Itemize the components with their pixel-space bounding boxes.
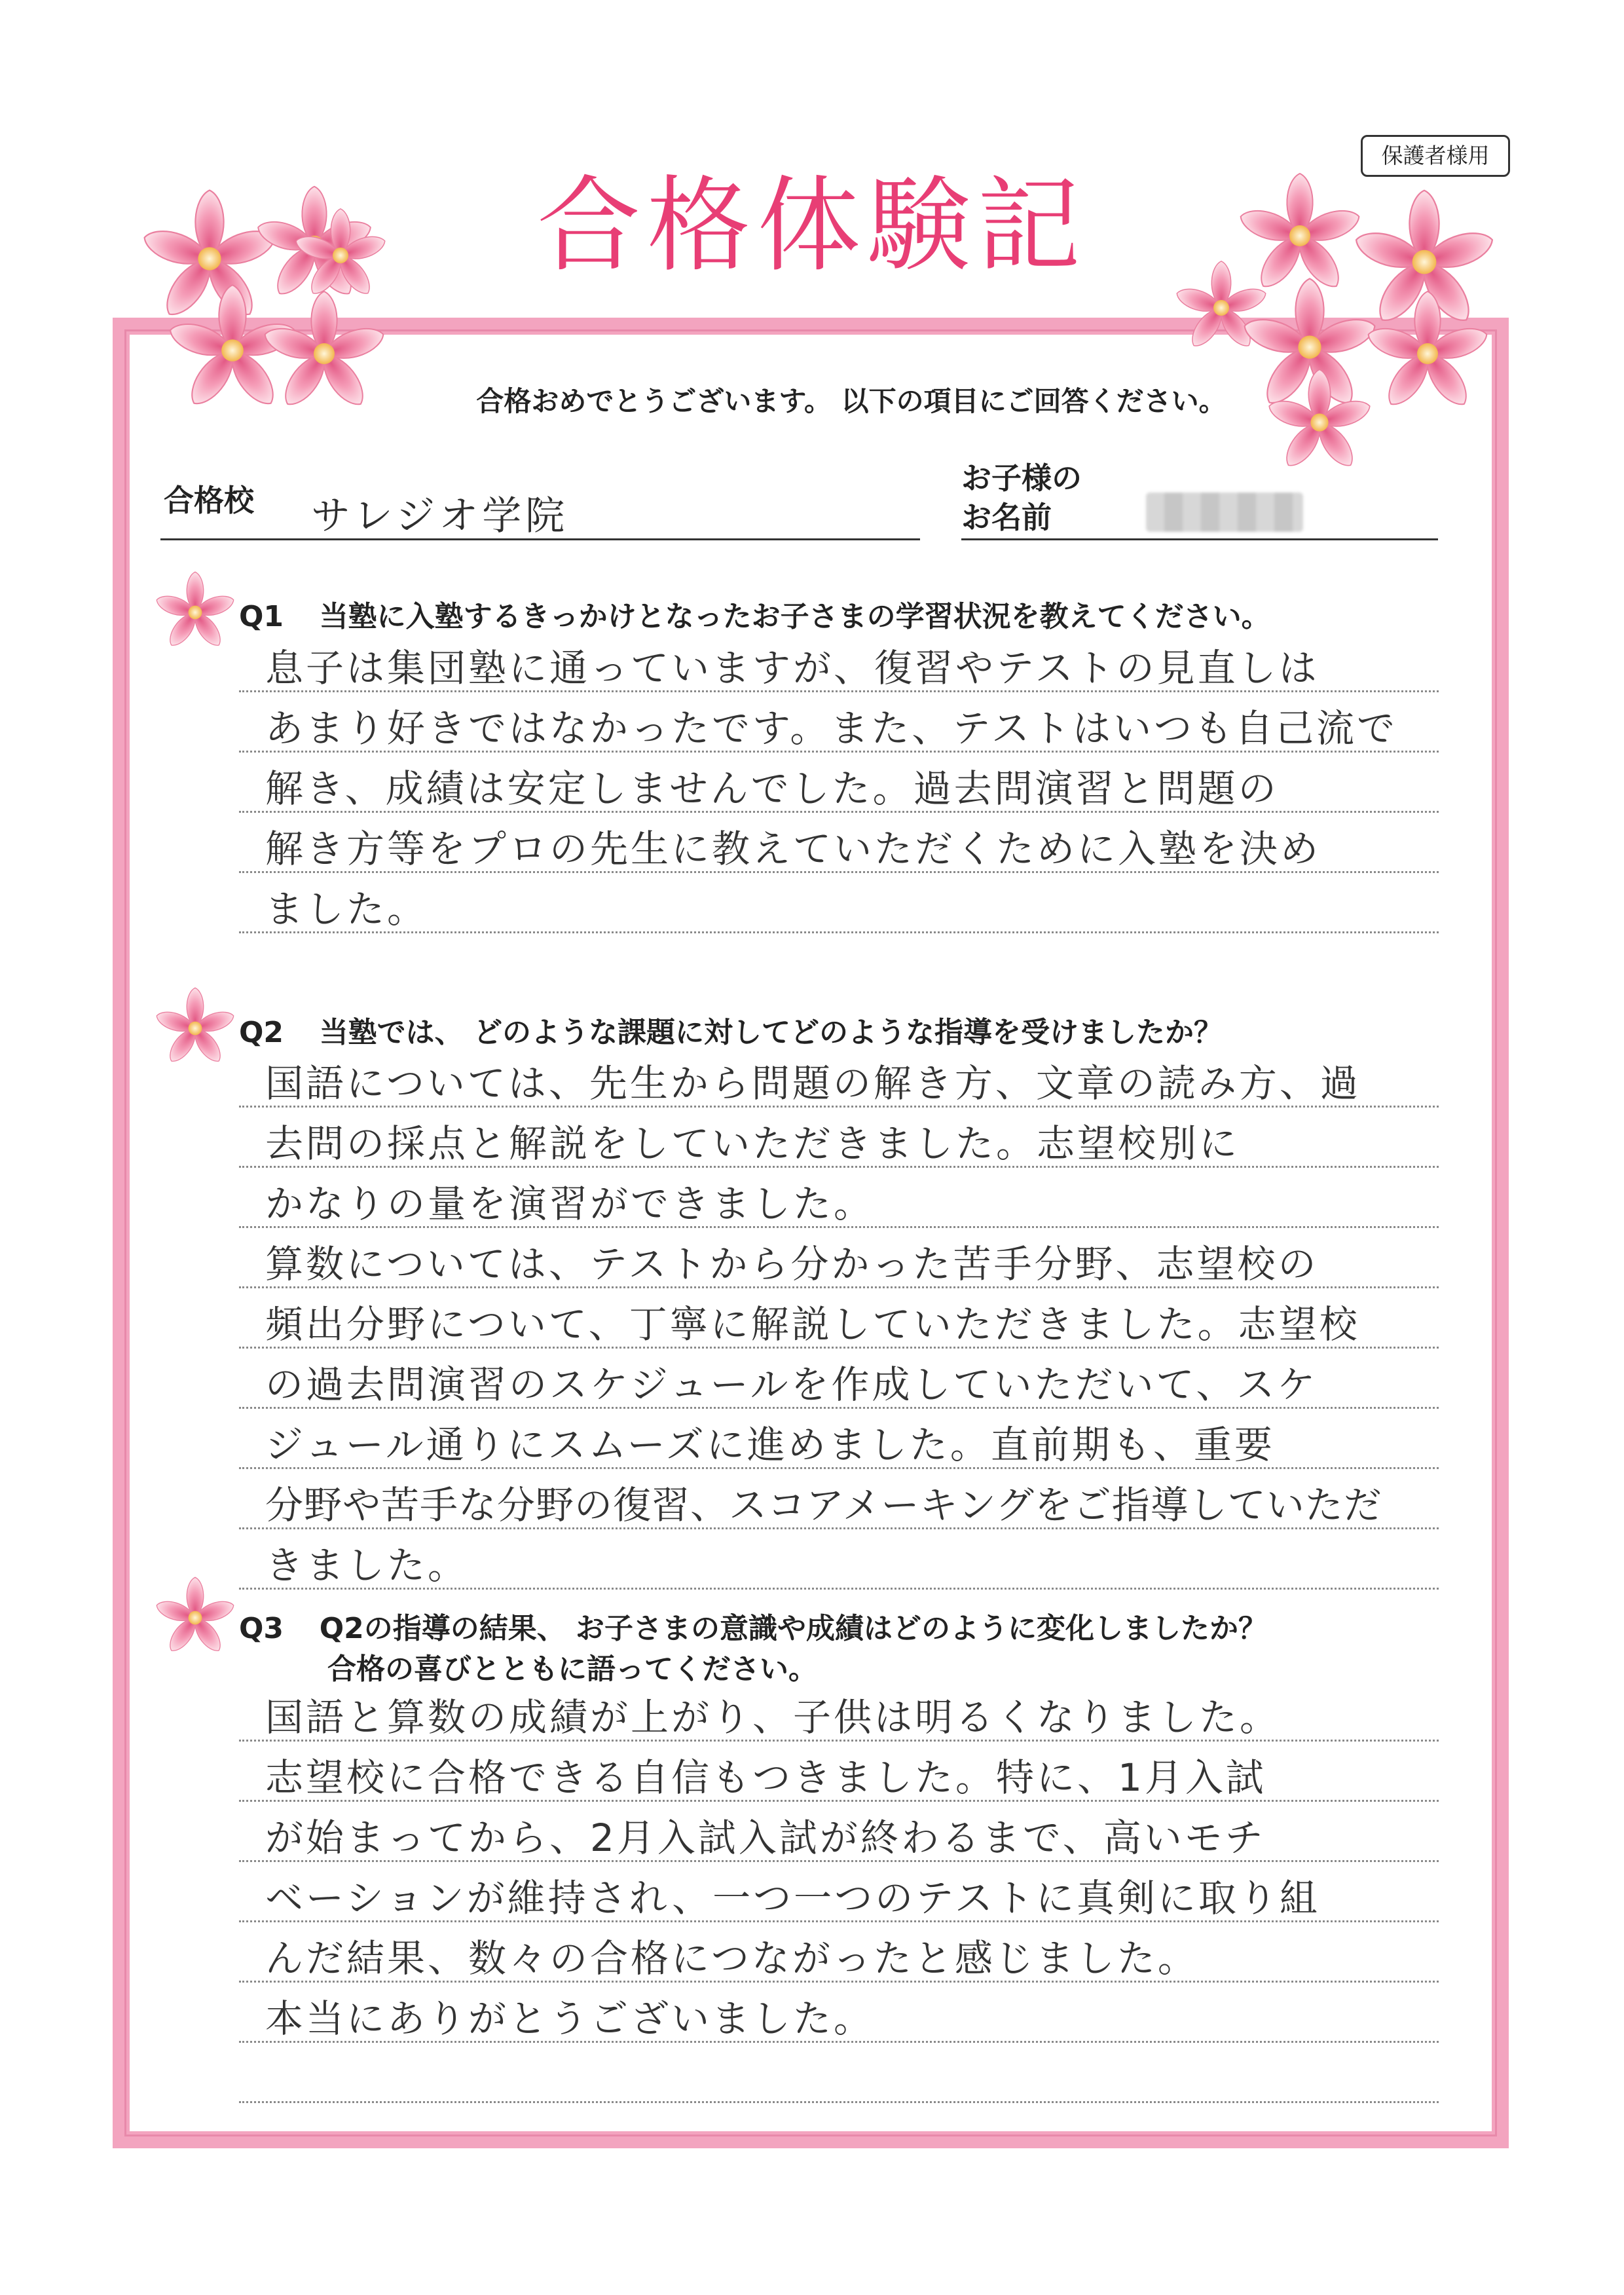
school-value: サレジオ学院 <box>311 493 569 539</box>
q3-answer-line: ベーションが維持され、一つ一つのテストに真剣に取り組 <box>265 1876 1320 1920</box>
child-name-label-line1: お子様の <box>961 460 1082 496</box>
q1-number: Q1 <box>239 600 284 633</box>
q3-answer-line: んだ結果、数々の合格につながったと感じました。 <box>265 1936 1198 1981</box>
school-label: 合格校 <box>164 483 254 518</box>
flower-icon <box>291 206 390 305</box>
q1-answer-line: あまり好きではなかったです。また、テストはいつも自己流で <box>265 706 1398 751</box>
q2-answer-line: 頻出分野について、丁寧に解説していただきました。志望校 <box>265 1302 1360 1347</box>
q2-answer-line: きました。 <box>265 1543 469 1588</box>
q3-line <box>239 2101 1439 2103</box>
flower-icon <box>153 1575 238 1660</box>
q1-heading <box>239 593 1270 635</box>
flower-icon <box>1362 288 1493 419</box>
q3-answer-line: 本当にありがとうございました。 <box>265 1996 875 2041</box>
child-name-label <box>961 458 1082 537</box>
q3-subheading: 合格の喜びとともに語ってください。 <box>327 1652 817 1686</box>
child-name-label-line2: お名前 <box>961 500 1052 535</box>
q3-number: Q3 <box>239 1612 284 1645</box>
child-name-redacted <box>1146 493 1303 532</box>
q2-answer-line: 去問の採点と解説をしていただきました。志望校別に <box>265 1121 1240 1166</box>
q3-answer-line: が始まってから、2月入試入試が終わるまで、高いモチ <box>265 1816 1266 1860</box>
child-name-underline <box>961 538 1438 540</box>
school-underline <box>160 538 920 540</box>
q3-heading <box>239 1605 1267 1647</box>
q2-answer-line: 分野や苦手な分野の復習、スコアメーキングをご指導していただ <box>265 1483 1382 1527</box>
q2-answer-line: ジュール通りにスムーズに進めました。直前期も、重要 <box>265 1423 1275 1467</box>
q2-heading <box>239 1009 1223 1051</box>
q2-answer-line: 国語については、先生から問題の解き方、文章の読み方、過 <box>265 1061 1361 1106</box>
flower-icon <box>153 986 238 1071</box>
guardian-badge: 保護者様用 <box>1361 135 1510 177</box>
page-title: 合格体験記 <box>537 166 1087 286</box>
q1-answer-line: ました。 <box>265 887 428 931</box>
flower-icon <box>259 288 390 419</box>
q3-answer-line: 国語と算数の成績が上がり、子供は明るくなりました。 <box>265 1695 1281 1740</box>
q1-answer-line: 解き方等をプロの先生に教えていただくために入塾を決め <box>265 827 1321 871</box>
q3-text: Q2の指導の結果、 お子さまの意識や成績はどのように変化しましたか？ <box>319 1612 1268 1645</box>
intro-text: 合格おめでとうございます。 以下の項目にご回答ください。 <box>476 385 1227 417</box>
q1-text: 当塾に入塾するきっかけとなったお子さまの学習状況を教えてください。 <box>319 600 1270 633</box>
q2-answer-line: 算数については、テストから分かった苦手分野、志望校の <box>265 1242 1319 1286</box>
q2-number: Q2 <box>239 1016 284 1049</box>
q2-answer-line: かなりの量を演習ができました。 <box>265 1182 875 1226</box>
q2-text: 当塾では、 どのような課題に対してどのような指導を受けましたか？ <box>319 1016 1223 1049</box>
q1-answer-line: 解き、成績は安定しませんでした。過去問演習と問題の <box>265 766 1279 811</box>
q2-answer-line: の過去問演習のスケジュールを作成していただいて、スケ <box>265 1362 1318 1407</box>
q1-answer-line: 息子は集団塾に通っていますが、復習やテストの見直しは <box>265 646 1320 690</box>
q3-answer-line: 志望校に合格できる自信もつきました。特に、1月入試 <box>265 1755 1266 1800</box>
flower-icon <box>153 570 238 655</box>
